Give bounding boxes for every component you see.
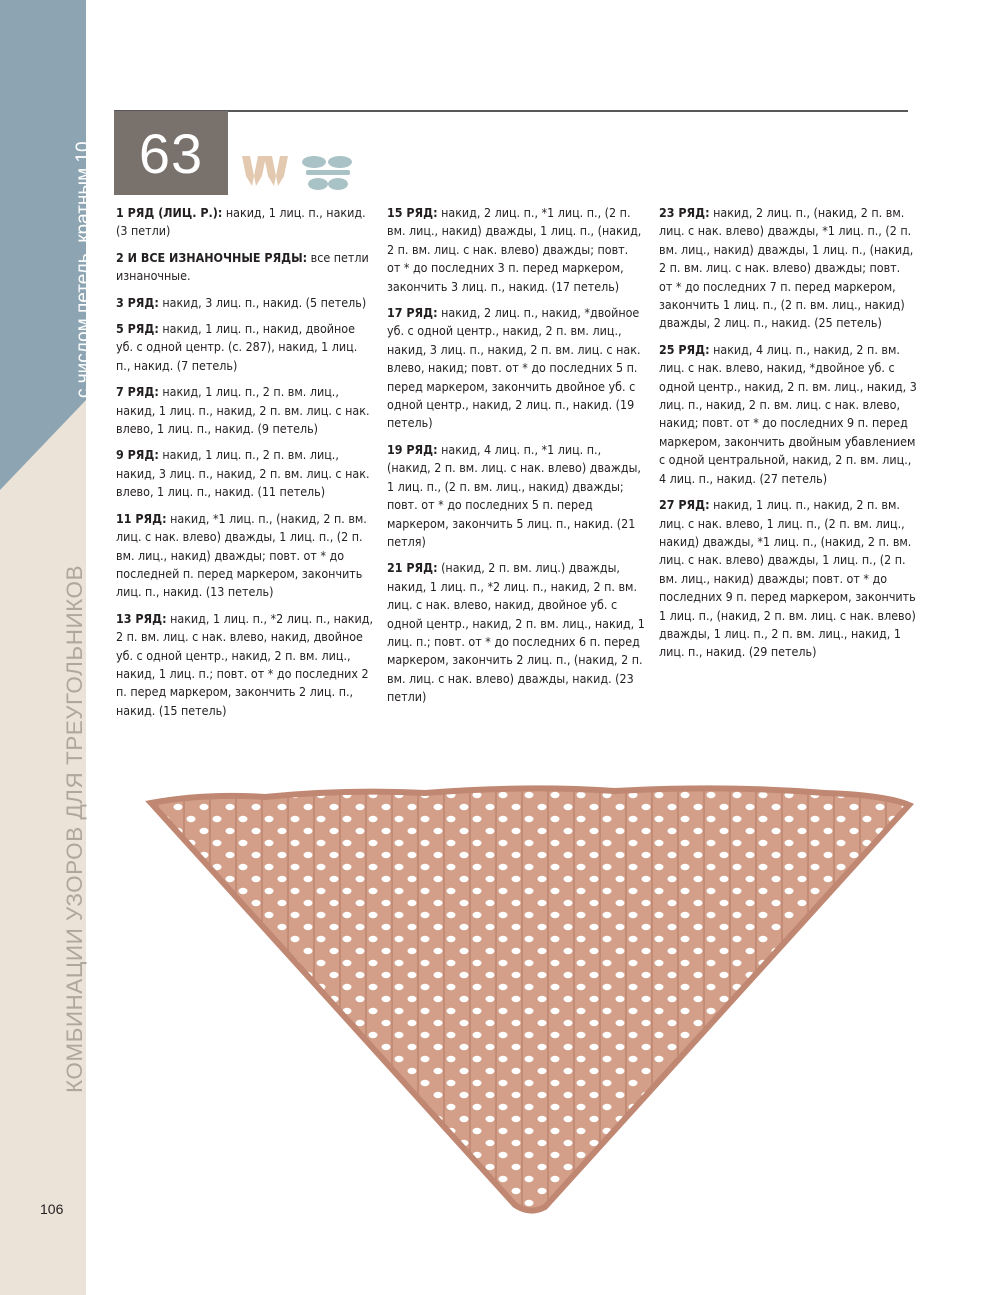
instruction-row — [116, 294, 374, 312]
row-label: 27 РЯД: — [659, 497, 710, 513]
row-label: 2 И ВСЕ ИЗНАНОЧНЫЕ РЯДЫ: — [116, 249, 308, 265]
row-label: 11 РЯД: — [116, 510, 167, 526]
row-text: накид, 2 лиц. п., *1 лиц. п., (2 п. вм. лиц., накид) дважды, 1 лиц. п., (накид, 2 п. вм. лиц. с нак. влево) дважды; повт. от * до последних 3 п. перед маркером, закончить 3 лиц. п., накид. (17 петель) — [387, 205, 642, 294]
knitted-shawl-photo — [145, 775, 915, 1215]
instruction-row — [659, 496, 917, 662]
row-text: накид, 2 лиц. п., (накид, 2 п. вм. лиц. с нак. влево) дважды, *1 лиц. п., (2 п. вм. лиц., накид) дважды, 1 лиц. п., (накид, 2 п. вм. лиц. с нак. влево) дважды; повт. от * до последних 7 п. перед маркером, закончить 1 лиц. п., (2 п. вм. лиц., накид) дважды, 2 лиц. п., накид. (25 петель) — [659, 205, 914, 331]
instruction-row — [387, 441, 645, 551]
instructions-column-1 — [116, 204, 374, 728]
row-label: 17 РЯД: — [387, 305, 438, 321]
row-text: накид, 1 лиц. п., накид, 2 п. вм. лиц. с нак. влево, 1 лиц. п., (2 п. вм. лиц., накид) дважды, *1 лиц. п., (накид, 2 п. вм. лиц. с нак. влево) дважды, 1 лиц. п., (2 п. вм. лиц., накид) дважды; повт. от * до последних 9 п. перед маркером, закончить 1 лиц. п., (накид, 2 п. вм. лиц. с нак. влево) дважды, 1 лиц. п., 2 п. вм. лиц., накид, 1 лиц. п., накид. (29 петель) — [659, 497, 916, 660]
row-label: 9 РЯД: — [116, 447, 159, 463]
instruction-row — [387, 204, 645, 296]
row-text: накид, 1 лиц. п., 2 п. вм. лиц., накид, 1 лиц. п., накид, 2 п. вм. лиц. с нак. влево, 1 лиц. п., накид. (9 петель) — [116, 384, 370, 437]
pattern-icons — [240, 154, 355, 194]
instruction-row — [116, 204, 374, 241]
row-text: накид, 1 лиц. п., 2 п. вм. лиц., накид, 3 лиц. п., накид, 2 п. вм. лиц. с нак. влево, 1 лиц. п., накид. (11 петель) — [116, 447, 370, 500]
instruction-row — [116, 446, 374, 501]
row-text: накид, 4 лиц. п., накид, 2 п. вм. лиц. с нак. влево, накид, *двойное уб. с одной центр., накид, 2 п. вм. лиц., накид, 3 лиц. п., накид, 2 п. вм. лиц. с нак. влево, накид; повт. от * до последних 9 п. перед маркером, закончить двойным убавлением с одной центральной, накид, 2 п. вм. лиц., 4 лиц. п., накид. (27 петель) — [659, 341, 917, 486]
row-text: накид, 1 лиц. п., *2 лиц. п., накид, 2 п. вм. лиц. с нак. влево, накид, двойное уб. с одной центр., накид, 2 п. вм. лиц., накид, 1 лиц. п.; повт. от * до последних 2 п. перед маркером, закончить 2 лиц. п., накид. (15 петель) — [116, 610, 374, 718]
row-label: 1 РЯД (ЛИЦ. Р.): — [116, 205, 223, 220]
row-label: 21 РЯД: — [387, 560, 438, 576]
instruction-row — [387, 559, 645, 706]
row-text: (накид, 2 п. вм. лиц.) дважды, накид, 1 лиц. п., *2 лиц. п., накид, 2 п. вм. лиц. с нак. влево, накид, двойное уб. с одной центр., накид, 2 п. вм. лиц., накид, 1 лиц. п.; повт. от * до последних 6 п. перед маркером, закончить 2 лиц. п., (накид, 2 п. вм. лиц. с нак. влево) дважды, накид. (23 петли) — [387, 560, 645, 705]
row-label: 5 РЯД: — [116, 321, 159, 337]
row-label: 7 РЯД: — [116, 384, 159, 400]
instructions-column-3 — [659, 204, 917, 670]
row-label: 25 РЯД: — [659, 341, 710, 357]
lace-swirl-icon — [302, 156, 352, 190]
row-text: накид, *1 лиц. п., (накид, 2 п. вм. лиц. с нак. влево) дважды, 1 лиц. п., (2 п. вм. лиц., накид) дважды; повт. от * до последней п. перед маркером, закончить лиц. п., накид. (13 петель) — [116, 510, 367, 600]
header-rule — [114, 110, 908, 112]
instruction-row — [659, 204, 917, 333]
row-label: 19 РЯД: — [387, 441, 438, 457]
row-text: все петли изнаночные. — [116, 249, 369, 284]
instruction-row — [116, 510, 374, 602]
row-text: накид, 2 лиц. п., накид, *двойное уб. с одной центр., накид, 2 п. вм. лиц., накид, 3 лиц. п., накид, 2 п. вм. лиц. с нак. влево, накид; повт. от * до последних 5 п. перед маркером, закончить двойное уб. с одной центр., накид, 2 лиц. п., накид. (19 петель) — [387, 305, 641, 431]
page-number: 106 — [40, 1201, 64, 1217]
knit-stitch-icon — [242, 156, 288, 186]
instructions-column-2 — [387, 204, 645, 715]
chapter-subtitle: с числом петель, кратным 10 — [73, 141, 94, 398]
instruction-row — [116, 383, 374, 438]
row-text: накид, 3 лиц. п., накид. (5 петель) — [158, 294, 367, 310]
row-label: 3 РЯД: — [116, 294, 159, 310]
instruction-row — [116, 249, 374, 286]
instruction-row — [116, 610, 374, 720]
instruction-row — [116, 320, 374, 375]
instruction-row — [659, 341, 917, 488]
chapter-title: КОМБИНАЦИИ УЗОРОВ ДЛЯ ТРЕУГОЛЬНИКОВ — [62, 565, 87, 1093]
row-label: 15 РЯД: — [387, 205, 438, 220]
row-label: 23 РЯД: — [659, 205, 710, 220]
row-text: накид, 4 лиц. п., *1 лиц. п., (накид, 2 п. вм. лиц. с нак. влево) дважды, 1 лиц. п., (2 п. вм. лиц., накид) дважды; повт. от * до последних 5 п. перед маркером, закончить 5 лиц. п., накид. (21 петля) — [387, 441, 641, 549]
row-text: накид, 1 лиц. п., накид. (3 петли) — [116, 205, 366, 239]
row-label: 13 РЯД: — [116, 610, 167, 626]
instruction-row — [387, 304, 645, 433]
pattern-number: 63 — [114, 111, 228, 195]
row-text: накид, 1 лиц. п., накид, двойное уб. с одной центр. (с. 287), накид, 1 лиц. п., накид. (7 петель) — [116, 321, 358, 373]
